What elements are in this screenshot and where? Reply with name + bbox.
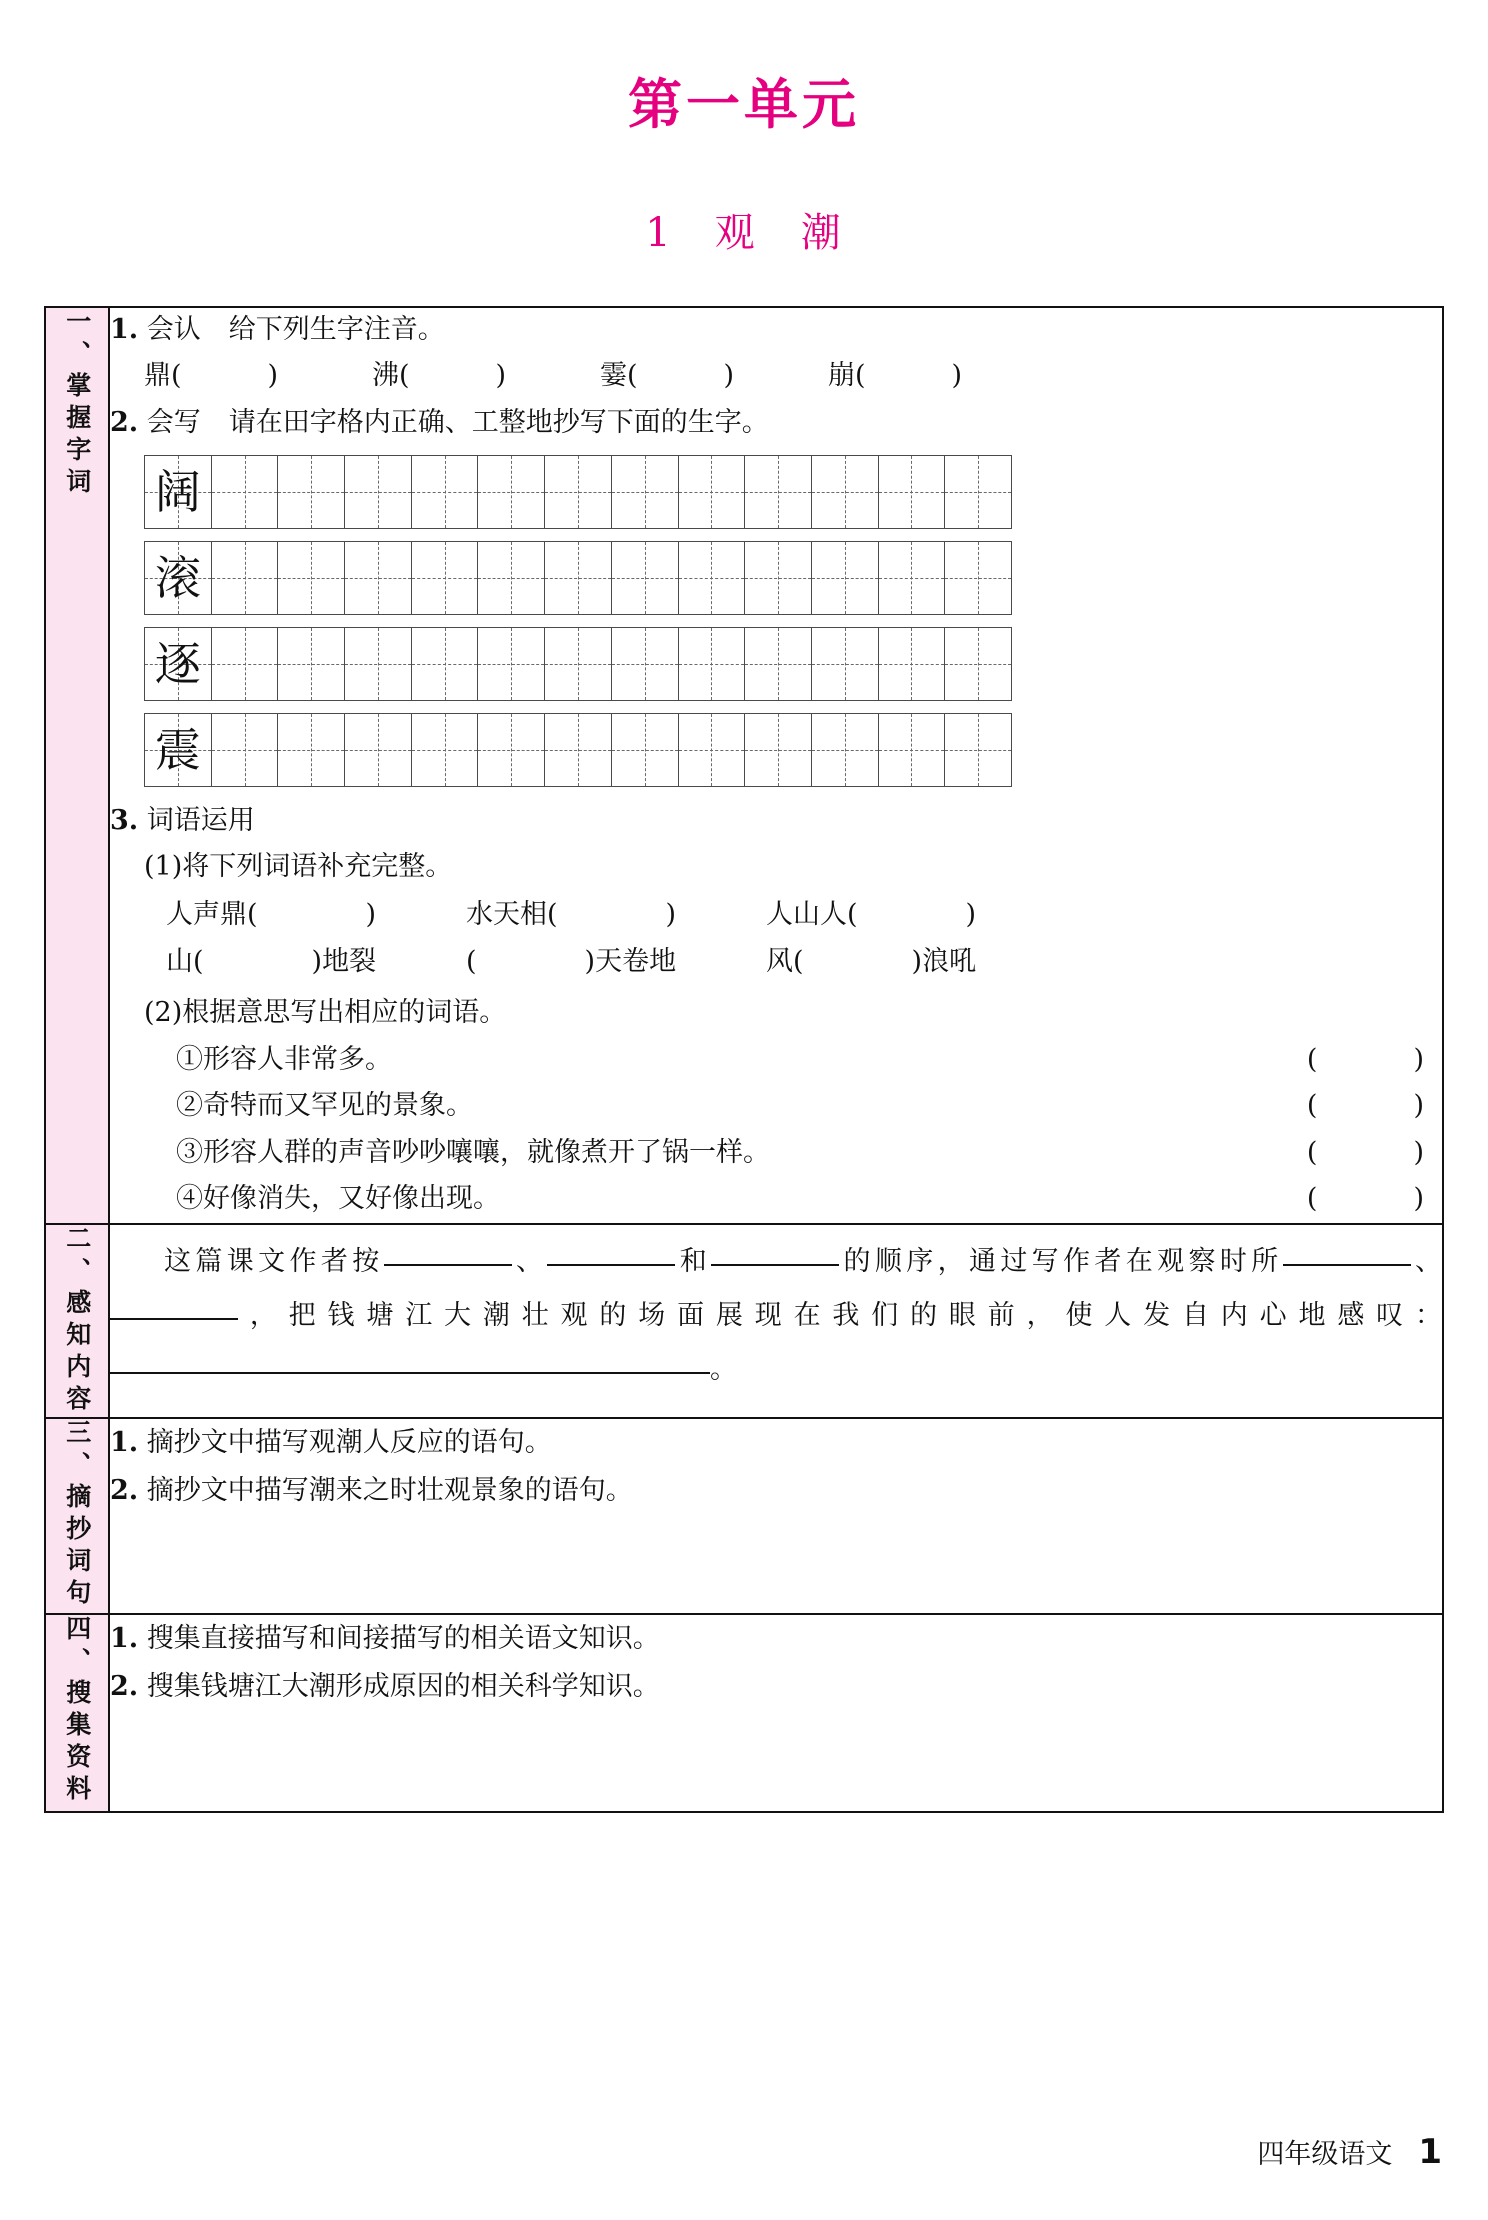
tianzige-cell[interactable] (678, 628, 745, 701)
task-text: 摘抄文中描写潮来之时壮观景象的语句。 (146, 1474, 633, 1506)
idiom-blank[interactable]: 水天相( ) (466, 898, 677, 930)
tianzige-cell-filled[interactable] (145, 714, 212, 787)
paragraph-part: 、 (511, 1245, 548, 1277)
tianzige-cell[interactable] (811, 456, 878, 529)
section-row-four (45, 1614, 1443, 1812)
question-3-number: 3. (110, 805, 139, 837)
page-number: 1 (1418, 2132, 1442, 2172)
question-3-sub-2: (2)根据意思写出相应的词语。 (144, 997, 507, 1029)
tianzige-cell[interactable] (611, 628, 678, 701)
tianzige-cell[interactable] (811, 714, 878, 787)
tianzige-cell[interactable] (611, 456, 678, 529)
section-label-two-text: 二、感知内容 (62, 1224, 92, 1417)
blank-line[interactable] (384, 1264, 512, 1266)
idiom-blank[interactable]: 人山人( ) (766, 898, 977, 930)
pinyin-char: 鼎( (144, 359, 182, 391)
tianzige-cell[interactable] (411, 542, 478, 615)
paragraph-part: 、 (1410, 1245, 1443, 1277)
section-row-three (45, 1418, 1443, 1614)
tianzige-cell[interactable] (745, 628, 812, 701)
idiom-text-tail: )浪吼 (911, 945, 977, 977)
task-line (110, 1615, 1442, 1663)
idiom-text: 人声鼎( (166, 898, 258, 930)
pinyin-char: 霎( (600, 359, 638, 391)
idiom-text: ( (466, 945, 477, 977)
grid-char: 阔 (154, 465, 201, 520)
lesson-name-char-2: 潮 (800, 210, 843, 256)
meaning-item (110, 1083, 1442, 1129)
section-label-three-text: 三、摘抄词句 (62, 1418, 92, 1611)
task-number: 2. (110, 1474, 139, 1506)
lesson-number: 1 (645, 210, 673, 256)
section-label-four (45, 1614, 109, 1812)
tianzige-cell[interactable] (545, 628, 612, 701)
question-3-text: 词语运用 (146, 805, 255, 837)
idiom-text: 水天相( (466, 898, 558, 930)
task-line (110, 1419, 1442, 1467)
meaning-text: ①形容人非常多。 (176, 1043, 392, 1075)
tianzige-cell[interactable] (345, 542, 412, 615)
tianzige-grid-row[interactable] (144, 713, 1012, 787)
section-label-three (45, 1418, 109, 1614)
tianzige-cell-filled[interactable] (145, 456, 212, 529)
tianzige-cell[interactable] (478, 628, 545, 701)
idiom-row-1 (110, 891, 1442, 938)
idiom-blank[interactable] (466, 938, 766, 985)
footer-subject: 四年级语文 (1257, 2139, 1393, 2170)
paragraph-part: 。 (710, 1353, 737, 1385)
tianzige-cell[interactable] (945, 456, 1012, 529)
meaning-answer-blank[interactable]: ( ) (1306, 1183, 1424, 1215)
idiom-text: 风( (766, 945, 804, 977)
section-body-two (109, 1224, 1443, 1418)
tianzige-grids (110, 455, 1442, 787)
meaning-item (110, 1037, 1442, 1083)
section-row-one (45, 307, 1443, 1224)
tianzige-cell[interactable] (745, 542, 812, 615)
tianzige-cell[interactable] (611, 542, 678, 615)
tianzige-cell[interactable] (878, 714, 945, 787)
idiom-text: 人山人( (766, 898, 858, 930)
tianzige-cell[interactable] (211, 456, 278, 529)
task-number: 2. (110, 1670, 139, 1702)
meaning-item (110, 1130, 1442, 1176)
paragraph-part: 的顺序，通过写作者在观察时所 (839, 1245, 1283, 1277)
meaning-answer-blank[interactable]: ( ) (1306, 1136, 1424, 1168)
question-2-number: 2. (110, 407, 139, 439)
tianzige-cell[interactable] (945, 714, 1012, 787)
section-body-four (109, 1614, 1443, 1812)
tianzige-cell[interactable] (878, 542, 945, 615)
task-number: 1. (110, 1426, 139, 1458)
section-body-one (109, 307, 1443, 1224)
tianzige-cell[interactable] (478, 456, 545, 529)
section-body-three (109, 1418, 1443, 1614)
meaning-text: ③形容人群的声音吵吵嚷嚷，就像煮开了锅一样。 (176, 1136, 770, 1168)
tianzige-cell[interactable] (211, 542, 278, 615)
lesson-name-char-1: 观 (714, 210, 757, 256)
tianzige-cell[interactable] (745, 456, 812, 529)
task-text: 摘抄文中描写观潮人反应的语句。 (146, 1426, 552, 1458)
tianzige-cell[interactable] (878, 628, 945, 701)
task-text: 搜集钱塘江大潮形成原因的相关科学知识。 (146, 1670, 660, 1702)
grid-char: 逐 (154, 637, 201, 692)
tianzige-cell[interactable] (545, 456, 612, 529)
tianzige-cell[interactable] (811, 628, 878, 701)
fill-in-paragraph (110, 1235, 1442, 1397)
meaning-answer-blank[interactable]: ( ) (1306, 1090, 1424, 1122)
tianzige-cell[interactable] (345, 628, 412, 701)
tianzige-cell[interactable] (611, 714, 678, 787)
page-title: 第一单元 (628, 73, 860, 136)
tianzige-cell[interactable] (478, 542, 545, 615)
idiom-blank[interactable]: 人声鼎( ) (166, 898, 377, 930)
question-2 (110, 401, 1442, 445)
idiom-text-tail: )天卷地 (584, 945, 677, 977)
tianzige-cell[interactable] (345, 714, 412, 787)
tianzige-cell[interactable] (745, 714, 812, 787)
question-3 (110, 799, 1442, 843)
pinyin-item[interactable]: 崩( ) (828, 359, 963, 391)
idiom-row-2 (110, 938, 1442, 985)
tianzige-cell[interactable] (278, 456, 345, 529)
tianzige-cell[interactable] (811, 542, 878, 615)
question-2-label: 会写 (146, 407, 201, 439)
task-line (110, 1467, 1442, 1515)
pinyin-item[interactable]: 沸( ) (372, 359, 507, 391)
tianzige-cell[interactable] (278, 714, 345, 787)
paragraph-part: 叹： (1376, 1299, 1443, 1331)
idiom-blank[interactable] (766, 938, 1066, 985)
tianzige-cell[interactable] (545, 542, 612, 615)
tianzige-cell[interactable] (678, 456, 745, 529)
tianzige-cell[interactable] (411, 714, 478, 787)
question-1 (110, 308, 1442, 352)
meaning-text: ②奇特而又罕见的景象。 (176, 1090, 473, 1122)
meaning-answer-blank[interactable]: ( ) (1306, 1043, 1424, 1075)
section-label-one-text: 一、掌握字词 (62, 308, 92, 500)
question-3-sub-1: (1)将下列词语补充完整。 (144, 850, 453, 882)
meaning-text: ④好像消失，又好像出现。 (176, 1183, 500, 1215)
tianzige-cell[interactable] (345, 456, 412, 529)
pinyin-char: 崩( (828, 359, 866, 391)
tianzige-cell[interactable] (211, 628, 278, 701)
tianzige-cell-filled[interactable] (145, 542, 212, 615)
blank-line[interactable] (110, 1318, 238, 1320)
idiom-text: 山( (166, 945, 204, 977)
section-row-two (45, 1224, 1443, 1418)
pinyin-item[interactable]: 鼎( ) (144, 359, 279, 391)
tianzige-cell[interactable] (211, 714, 278, 787)
task-line (110, 1663, 1442, 1711)
tianzige-grid-row[interactable] (144, 455, 1012, 529)
tianzige-grid-row[interactable] (144, 541, 1012, 615)
tianzige-cell[interactable] (278, 542, 345, 615)
tianzige-cell[interactable] (411, 456, 478, 529)
tianzige-cell[interactable] (945, 628, 1012, 701)
blank-line[interactable] (711, 1264, 839, 1266)
tianzige-cell[interactable] (878, 456, 945, 529)
page-footer (1257, 2132, 1442, 2172)
pinyin-item[interactable]: 霎( ) (600, 359, 735, 391)
tianzige-grid-row[interactable] (144, 627, 1012, 701)
pinyin-answer-row (110, 354, 1442, 398)
pinyin-char: 沸( (372, 359, 410, 391)
idiom-text-tail: )地裂 (311, 945, 377, 977)
blank-line[interactable] (110, 1372, 710, 1374)
idiom-blank[interactable] (166, 938, 466, 985)
grid-char: 滚 (154, 551, 201, 606)
paragraph-part: 和 (675, 1245, 712, 1277)
tianzige-cell[interactable] (945, 542, 1012, 615)
worksheet-table (44, 306, 1444, 1813)
paragraph-part: ，把钱塘江大潮壮观的场面展现在我们的眼前，使人发自内心地感 (238, 1299, 1377, 1331)
meaning-item (110, 1176, 1442, 1222)
question-1-number: 1. (110, 314, 139, 345)
question-1-text: 给下列生字注音。 (228, 314, 445, 345)
tianzige-cell[interactable] (278, 628, 345, 701)
question-1-label: 会认 (146, 314, 201, 345)
blank-line[interactable] (1283, 1264, 1411, 1266)
blank-line[interactable] (547, 1264, 675, 1266)
task-number: 1. (110, 1622, 139, 1654)
tianzige-cell-filled[interactable] (145, 628, 212, 701)
tianzige-cell[interactable] (545, 714, 612, 787)
paragraph-part: 这篇课文作者按 (164, 1245, 384, 1277)
section-label-four-text: 四、搜集资料 (62, 1614, 92, 1807)
tianzige-cell[interactable] (411, 628, 478, 701)
grid-char: 震 (154, 723, 201, 778)
tianzige-cell[interactable] (478, 714, 545, 787)
tianzige-cell[interactable] (678, 542, 745, 615)
question-2-text: 请在田字格内正确、工整地抄写下面的生字。 (228, 407, 769, 439)
lesson-title (0, 139, 1488, 258)
tianzige-cell[interactable] (678, 714, 745, 787)
section-label-one (45, 307, 109, 1224)
section-label-two (45, 1224, 109, 1418)
task-text: 搜集直接描写和间接描写的相关语文知识。 (146, 1622, 660, 1654)
